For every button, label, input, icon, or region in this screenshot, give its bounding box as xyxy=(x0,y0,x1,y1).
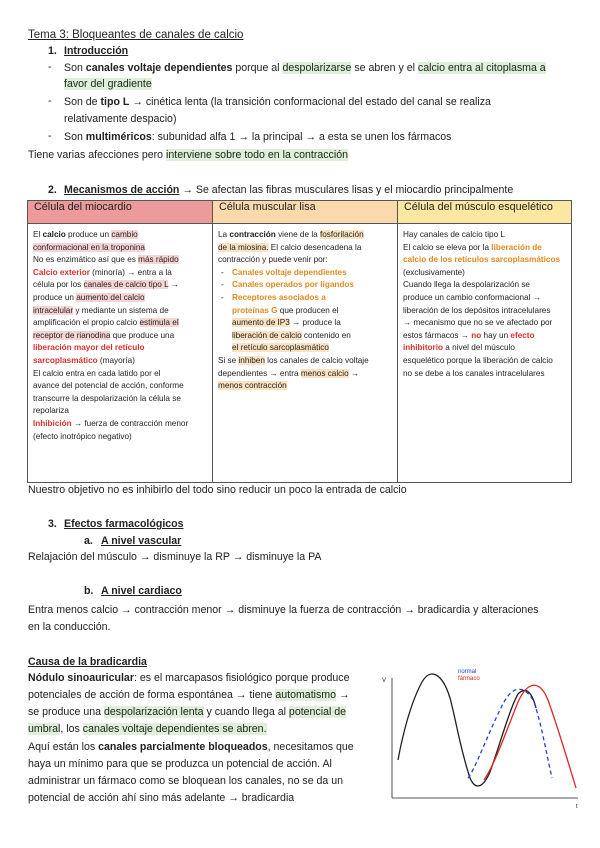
intro-bullet-3: Son multiméricos: subunidad alfa 1 → la principal → a esta se unen los fármacos xyxy=(64,131,452,143)
bradicardia-line-5: Aquí están los canales parcialmente bloqueados, necesitamos que xyxy=(28,741,354,753)
graph-y-label: V xyxy=(382,678,387,684)
intro-bullet-1-cont: favor del gradiente xyxy=(64,78,152,90)
cell-miocardio: El calcio produce un cambio conformacional en la troponina No es enzimático así que es más rápido Calcio exterior (minoría) → entra a la célula por los canales de calcio tipo L → produce un aumento del calcio intracelular y mediante un sistema de amplificación el propio calcio estimula el receptor de rianodina que produce una liberación mayor del retículo sarcoplasmático (mayoría) El calcio entra en cada latido por el avance del potencial de acción, conforme transcurre la despolarización la célula se repolariza Inhibición → fuerza de contracción menor (efecto inotrópico negativo) xyxy=(28,224,213,483)
bradicardia-line-6: haya un mínimo para que se produzca un potencial de acción. Al xyxy=(28,758,332,770)
page-title: Tema 3: Bloqueantes de canales de calcio xyxy=(28,29,244,41)
cardiac-effect-cont: en la conducción. xyxy=(28,621,111,633)
legend-farmaco: fármaco xyxy=(458,676,480,682)
bradicardia-heading: Causa de la bradicardia xyxy=(28,656,147,668)
action-potential-graph xyxy=(380,668,580,810)
bradicardia-line-1: Nódulo sinoauricular: es el marcapasos fisiológico porque produce xyxy=(28,672,350,684)
curve-baseline xyxy=(398,674,536,786)
bradicardia-line-4: umbral, los canales voltaje dependientes se abren. xyxy=(28,723,267,735)
section-2-heading: Mecanismos de acción → Se afectan las fibras musculares lisas y el miocardio principalmente xyxy=(64,184,514,196)
col-header-miocardio: Célula del miocardio xyxy=(28,201,213,224)
bradicardia-line-8: potencial de acción ahí sino más adelante → bradicardia xyxy=(28,792,295,804)
section-2-summary: Nuestro objetivo no es inhibirlo del todo sino reducir un poco la entrada de calcio xyxy=(28,484,407,496)
section-1-number: 1. xyxy=(48,45,57,57)
graph-x-label: t xyxy=(576,804,578,810)
vascular-effect: Relajación del músculo → disminuye la RP → disminuye la PA xyxy=(28,551,322,563)
section-2-number: 2. xyxy=(48,184,57,196)
curve-normal xyxy=(468,689,552,778)
intro-bullet-2-cont: relativamente despacio) xyxy=(64,113,177,125)
bullet-dash: - xyxy=(48,95,52,107)
section-1-heading: Introducción xyxy=(64,45,129,57)
section-3-heading: Efectos farmacológicos xyxy=(64,518,184,530)
bullet-dash: - xyxy=(48,130,52,142)
bradicardia-line-2: potenciales de acción de forma espontánea → tiene automatismo → xyxy=(28,689,350,701)
subsection-b-heading: A nivel cardiaco xyxy=(101,585,182,597)
subsection-a-heading: A nivel vascular xyxy=(101,535,182,547)
cell-comparison-table xyxy=(27,200,572,483)
intro-bullet-1: Son canales voltaje dependientes porque al despolarizarse se abren y el calcio entra al citoplasma a xyxy=(64,62,546,74)
intro-bullet-2: Son de tipo L → cinética lenta (la transición conformacional del estado del canal se realiza xyxy=(64,96,491,108)
intro-summary: Tiene varias afecciones pero interviene sobre todo en la contracción xyxy=(28,149,348,161)
legend-normal: normal xyxy=(458,669,477,675)
cell-lisa: La contracción viene de la fosforilación de la miosina. El calcio desencadena la contracción y puede venir por: - Canales voltaje dependientes - Canales operados por ligandos - Receptores asociados a proteínas G que producen el aumento de IP3 → produce la liberación de calcio contenido en el retículo sarcoplasmático Si se inhiben los canales de calcio voltaje dependientes → entra menos calcio → menos contracción xyxy=(213,224,398,483)
section-3-number: 3. xyxy=(48,518,57,530)
cardiac-effect: Entra menos calcio → contracción menor → disminuye la fuerza de contracción → bradicardia y alteraciones xyxy=(28,604,539,616)
curve-farmaco xyxy=(484,685,576,788)
subsection-b-label: b. xyxy=(84,585,94,597)
bullet-dash: - xyxy=(48,61,52,73)
subsection-a-label: a. xyxy=(84,535,93,547)
col-header-lisa: Célula muscular lisa xyxy=(213,201,398,224)
bradicardia-line-7: administrar un fármaco como se bloquean los canales, no se da un xyxy=(28,775,344,787)
bradicardia-line-3: se produce una despolarización lenta y cuando llega al potencial de xyxy=(28,706,347,718)
col-header-esqueletico: Célula del músculo esquelético xyxy=(398,201,572,224)
cell-esqueletico: Hay canales de calcio tipo L El calcio se eleva por la liberación de calcio de los retículos sarcoplasmáticos (exclusivamente) Cuando llega la despolarización se produce un cambio conformacional → liberación de los depósitos intracelulares → mecanismo que no se ve afectado por estos fármacos → no hay un efecto inhibitorio a nivel del músculo esquelético porque la liberación de calcio no se debe a los canales intracelulares xyxy=(398,224,572,483)
